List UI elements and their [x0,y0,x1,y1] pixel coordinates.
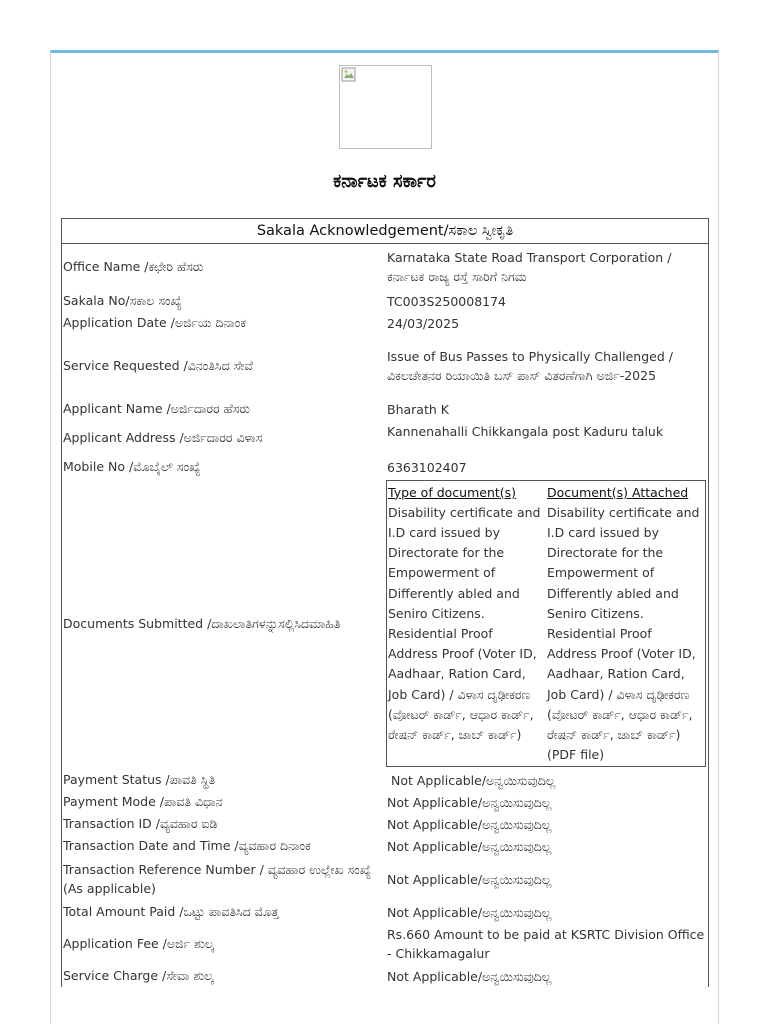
payment-status-value: Not Applicable/ಅನ್ವಯಿಸುವುದಿಲ್ಲ [387,772,556,788]
service-charge-label: Service Charge /ಸೇವಾ ಶುಲ್ಕ [63,968,214,983]
sakala-no-label: Sakala No/ಸಕಾಲ ಸಂಖ್ಯೆ [63,293,182,308]
documents-submitted-row [62,478,708,769]
acknowledgement-table [61,218,709,987]
applicant-name-value: Bharath K [387,401,449,417]
office-name-row [62,244,708,290]
transaction-id-value: Not Applicable/ಅನ್ವಯಿಸುವುದಿಲ್ಲ [387,816,552,832]
application-date-value: 24/03/2025 [387,315,460,331]
document-type-text: Disability certificate and I.D card issued by Directorate for the Empowerment of Differently abled and Seniro Citizens. Residential Proof Address Proof (Voter ID, Aadhaar, Ration Card, Job Card) / ವಿಳಾಸ ದೃಢೀಕರಣ (ವೋಟರ್ ಕಾರ್ಡ್, ಆಧಾರ ಕಾರ್ಡ್, ರೇಷನ್ ಕಾರ್ಡ್, ಜಾಬ್ ಕಾರ್ಡ್) [388,504,541,743]
applicant-name-row [62,398,708,420]
payment-mode-label: Payment Mode /ಪಾವತಿ ವಿಧಾನ [63,794,223,809]
service-requested-row [62,334,708,398]
acknowledgement-title: Sakala Acknowledgement/ಸಕಾಲ ಸ್ವೀಕೃತಿ [62,219,708,244]
applicant-address-value: Kannenahalli Chikkangala post Kaduru taluk [387,424,664,439]
service-charge-row [62,965,708,987]
document-type-column [387,481,546,767]
applicant-address-label: Applicant Address /ಅರ್ಜಿದಾರರ ವಿಳಾಸ [63,430,263,445]
document-attached-column [546,481,705,767]
total-amount-row [62,901,708,923]
transaction-date-label: Transaction Date and Time /ವ್ಯವಹಾರ ದಿನಾಂಕ [63,838,311,853]
sakala-no-row [62,290,708,312]
transaction-reference-label: Transaction Reference Number / ವ್ಯವಹಾರ ಉಲ್ಲೇಖ ಸಂಖ್ಯೆ (As applicable) [63,862,372,896]
application-date-row [62,312,708,334]
acknowledgement-page [50,50,719,1024]
total-amount-label: Total Amount Paid /ಒಟ್ಟು ಪಾವತಿಸಿದ ಮೊತ್ತ [63,904,279,919]
broken-image-icon [341,67,357,83]
document-attached-header: Document(s) Attached [547,484,689,500]
payment-status-label: Payment Status /ಪಾವತಿ ಸ್ಥಿತಿ [63,772,216,787]
mobile-no-label: Mobile No /ಮೊಬೈಲ್ ಸಂಖ್ಯೆ [63,459,201,474]
application-date-label: Application Date /ಅರ್ಜಿಯ ದಿನಾಂಕ [63,315,246,330]
application-fee-value: Rs.660 Amount to be paid at KSRTC Division Office - Chikkamagalur [387,927,705,961]
transaction-reference-row [62,857,708,901]
documents-submitted-label: Documents Submitted /ದಾಖಲಾತಿಗಳನ್ನುಸಲ್ಲಿಸಿದಮಾಹಿತಿ [63,615,341,631]
document-attached-text: Disability certificate and I.D card issued by Directorate for the Empowerment of Differently abled and Seniro Citizens. Residential Proof Address Proof (Voter ID, Aadhaar, Ration Card, Job Card) / ವಿಳಾಸ ದೃಢೀಕರಣ (ವೋಟರ್ ಕಾರ್ಡ್, ಆಧಾರ ಕಾರ್ಡ್, ರೇಷನ್ ಕಾರ್ಡ್, ಜಾಬ್ ಕಾರ್ಡ್) (PDF file) [547,504,700,763]
service-charge-value: Not Applicable/ಅನ್ವಯಿಸುವುದಿಲ್ಲ [387,968,552,984]
transaction-date-row [62,835,708,857]
total-amount-value: Not Applicable/ಅನ್ವಯಿಸುವುದಿಲ್ಲ [387,904,552,920]
transaction-id-row [62,813,708,835]
payment-status-row [62,769,708,791]
document-type-header: Type of document(s) [388,484,517,500]
transaction-date-value: Not Applicable/ಅನ್ವಯಿಸುವುದಿಲ್ಲ [387,838,552,854]
applicant-address-row [62,420,708,456]
service-requested-label: Service Requested /ವಿನಂತಿಸಿದ ಸೇವೆ [63,358,253,373]
government-title: ಕರ್ನಾಟಕ ಸರ್ಕಾರ [333,171,436,192]
transaction-reference-value: Not Applicable/ಅನ್ವಯಿಸುವುದಿಲ್ಲ [387,871,552,887]
payment-mode-value: Not Applicable/ಅನ್ವಯಿಸುವುದಿಲ್ಲ [387,794,552,810]
documents-table [386,480,706,768]
application-fee-row [62,923,708,965]
application-fee-label: Application Fee /ಅರ್ಜಿ ಶುಲ್ಕ [63,936,215,951]
applicant-name-label: Applicant Name /ಅರ್ಜಿದಾರರ ಹೆಸರು [63,401,250,416]
payment-mode-row [62,791,708,813]
government-logo-placeholder [339,65,432,149]
mobile-no-row [62,456,708,478]
sakala-no-value: TC003S250008174 [387,293,507,309]
mobile-no-value: 6363102407 [387,459,467,475]
transaction-id-label: Transaction ID /ವ್ಯವಹಾರ ಐಡಿ [63,816,218,831]
office-name-value: Karnataka State Road Transport Corporation / ಕರ್ನಾಟಕ ರಾಜ್ಯ ರಸ್ತೆ ಸಾರಿಗೆ ನಿಗಮ [387,250,672,284]
office-name-label: Office Name /ಕಛೇರಿ ಹೆಸರು [63,259,204,274]
service-requested-value: Issue of Bus Passes to Physically Challenged / ವಿಕಲಚೇತನರ ರಿಯಾಯಿತಿ ಬಸ್ ಪಾಸ್ ವಿತರಣೆಗಾಗಿ ಅರ್ಜಿ-2025 [387,349,673,383]
